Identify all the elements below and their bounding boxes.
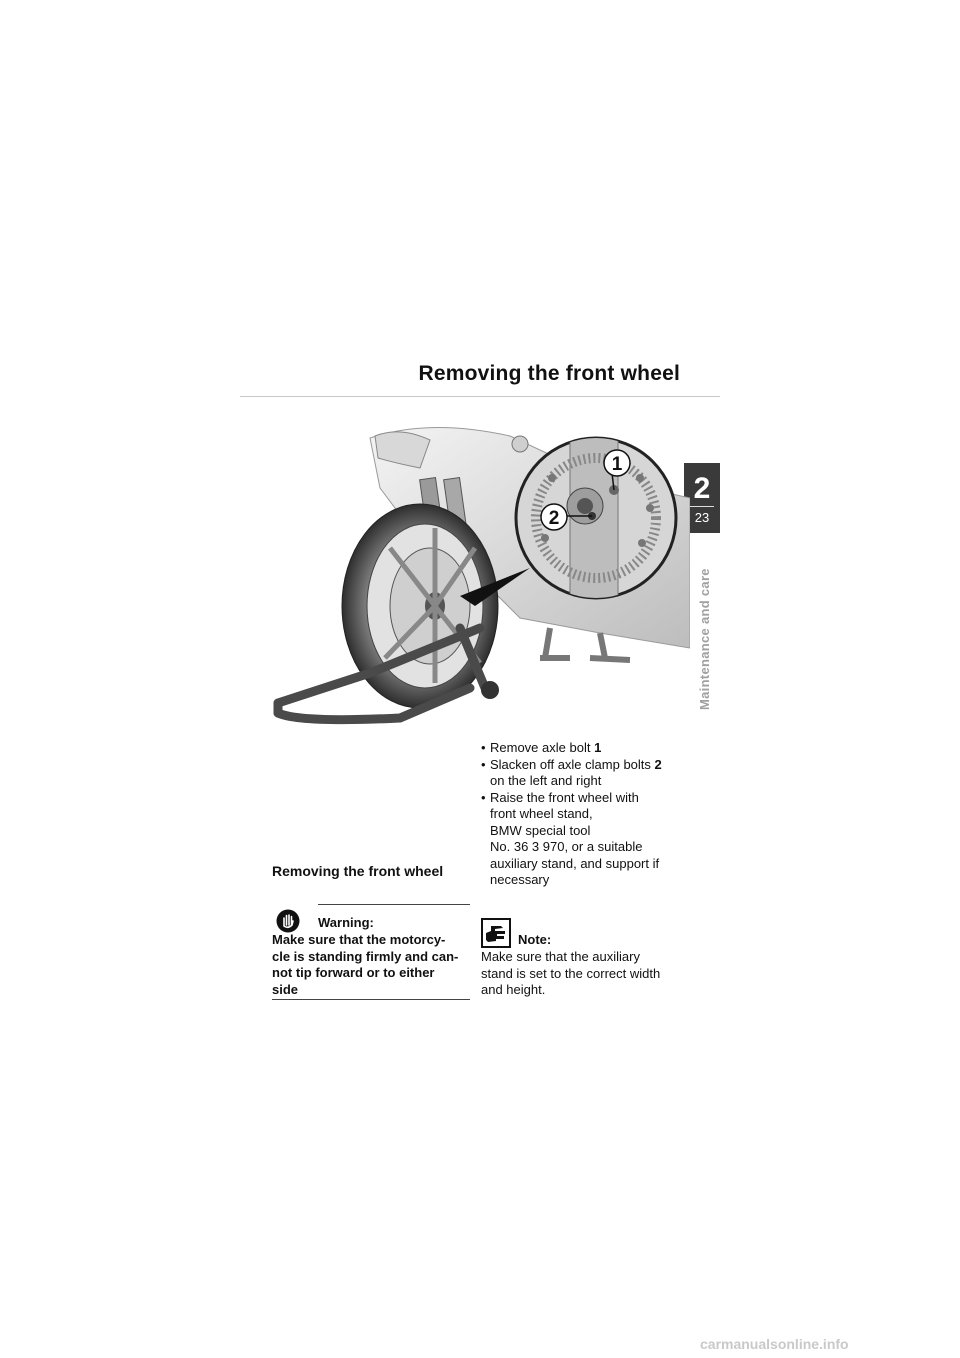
note-line: and height. bbox=[481, 982, 546, 997]
step-ref: 1 bbox=[594, 740, 602, 755]
step-text: Raise the front wheel with bbox=[490, 789, 639, 805]
page-number: 23 bbox=[694, 510, 710, 525]
note-line: stand is set to the correct width bbox=[481, 965, 661, 981]
note-line: Make sure that the auxiliary bbox=[481, 949, 640, 964]
step-line: front wheel stand, bbox=[490, 806, 593, 821]
page-title: Removing the front wheel bbox=[418, 362, 680, 385]
callout-2-label: 2 bbox=[548, 508, 560, 529]
warning-line: side bbox=[272, 981, 299, 997]
front-wheel-illustration bbox=[270, 418, 690, 728]
note-label: Note: bbox=[518, 932, 552, 947]
section-heading: Removing the front wheel bbox=[272, 863, 444, 879]
warning-top-rule bbox=[318, 904, 470, 905]
warning-text bbox=[272, 932, 472, 998]
step-item bbox=[481, 790, 691, 889]
step-item bbox=[481, 740, 691, 757]
warning-line: Make sure that the motorcy- bbox=[272, 932, 446, 947]
step-line: No. 36 3 970, or a suitable bbox=[490, 839, 643, 854]
chapter-tab-divider bbox=[690, 506, 714, 507]
step-line: necessary bbox=[490, 872, 550, 887]
step-ref: 2 bbox=[654, 756, 662, 772]
step-text: Remove axle bolt bbox=[490, 740, 595, 755]
callout-1-label: 1 bbox=[611, 454, 623, 475]
title-divider bbox=[240, 396, 720, 397]
chapter-number: 2 bbox=[693, 472, 711, 505]
hand-stop-icon bbox=[276, 909, 300, 933]
watermark: carmanualsonline.info bbox=[700, 1336, 849, 1352]
warning-bottom-rule bbox=[272, 999, 470, 1000]
note-text bbox=[481, 949, 691, 999]
step-line: auxiliary stand, and support if bbox=[490, 855, 660, 871]
warning-line: cle is standing firmly and can- bbox=[272, 948, 459, 964]
chapter-side-label: Maintenance and care bbox=[697, 568, 712, 710]
warning-label: Warning: bbox=[318, 915, 374, 930]
callout-2 bbox=[541, 504, 567, 530]
step-text: Slacken off axle clamp bolts bbox=[490, 756, 655, 772]
note-hand-icon bbox=[481, 918, 511, 948]
procedure-steps bbox=[481, 740, 691, 889]
callout-1 bbox=[604, 450, 630, 476]
step-item bbox=[481, 757, 691, 790]
step-line: BMW special tool bbox=[490, 822, 591, 838]
step-line: on the left and right bbox=[490, 773, 602, 788]
warning-line: not tip forward or to either bbox=[272, 965, 435, 980]
